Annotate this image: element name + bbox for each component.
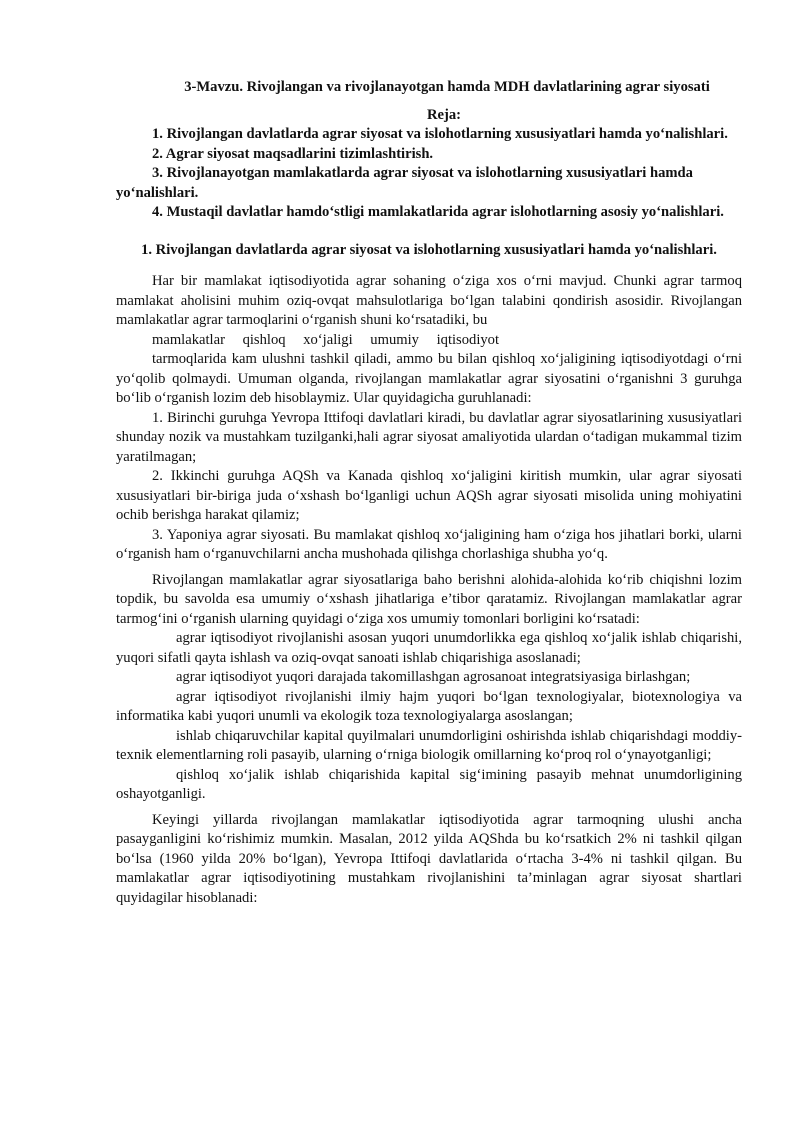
feature-item-4: ishlab chiqaruvchilar kapital quyilmalari unumdorligini oshirishda ishlab chiqarishdagi moddiy-texnik elementlarning roli pasayib, ularning o‘rniga biologik omillarning ko‘proq rol o‘ynayotganligi; (116, 727, 742, 763)
paragraph-common-features: Rivojlangan mamlakatlar agrar siyosatlariga baho berishni alohida-alohida ko‘rib chiqishni lozim topdik, bu savolda esa umumiy o‘xshash jihatlariga e’tibor qaratamiz. Rivojlangan mamlakatlar agrar tarmog‘ini o‘rganish ularning quyidagi o‘ziga xos umumiy tomonlari borligini ko‘rsatadi: (116, 571, 742, 627)
plan-item-4: 4. Mustaqil davlatlar hamdo‘stligi mamlakatlarida agrar islohotlarning asosiy yo‘nalishlari. (152, 204, 724, 220)
document-title: 3-Mavzu. Rivojlangan va rivojlanayotgan hamda MDH davlatlarining agrar siyosati (184, 79, 710, 95)
feature-item-1: agrar iqtisodiyot rivojlanishi asosan yuqori unumdorlikka ega qishloq xo‘jalik ishlab chiqarishi, yuqori sifatli qayta ishlash va oziq-ovqat sanoati ishlab chiqarishiga asoslanadi; (116, 630, 742, 666)
feature-item-3: agrar iqtisodiyot rivojlanishi ilmiy hajm yuqori bo‘lgan texnologiyalar, biotexnologiya va informatika kabi yuqori unumli va ekologik toza texnologiyalarga asoslangan; (116, 688, 742, 724)
document-page (116, 78, 742, 908)
list-item-group-3: 3. Yaponiya agrar siyosati. Bu mamlakat qishloq xo‘jaligining ham o‘ziga hos jihatlari borki, ularni o‘rganish ham o‘rganuvchilarni ancha mushohada qilishga chorlashiga shubha yo‘q. (116, 526, 742, 562)
paragraph-recent-years: Keyingi yillarda rivojlangan mamlakatlar iqtisodiyotida agrar tarmoqning ulushi ancha pasayganligini ko‘rishimiz mumkin. Masalan, 2012 yilda AQShda bu ko‘rsatkich 2% ni tashkil qilgan bo‘lsa (1960 yilda 20% bo‘lgan), Yevropa Ittifoqi davlatlarida o‘rtacha 3-4% ni tashkil qilgan. Bu mamlakatlar agrar iqtisodiyotining mustahkam rivojlanishini ta’minlagan agrar siyosat shartlari quyidagilar hisoblanadi: (116, 811, 742, 906)
list-item-group-1: 1. Birinchi guruhga Yevropa Ittifoqi davlatlari kiradi, bu davlatlar agrar siyosatlarining xususiyatlari shunday nozik va mustahkam tuzilganki,hali agrar siyosat amaliyotida ulardan o‘tadigan mukammal tizim yaratilmagan; (116, 409, 742, 465)
section-heading: 1. Rivojlangan davlatlarda agrar siyosat va islohotlarning xususiyatlari hamda yo‘nalishlari. (141, 241, 717, 258)
list-item-group-2: 2. Ikkinchi guruhga AQSh va Kanada qishloq xo‘jaligini kiritish mumkin, ular agrar siyosati xususiyatlari bir-biriga juda o‘xshash bo‘lganligi uchun AQSh agrar siyosati misolida uning mohiyatini ochib berishga harakat qilamiz; (116, 468, 742, 523)
paragraph-intro-continued: mamlakatlar qishloq xo‘jaligi umumiy iqtisodiyot (152, 331, 500, 348)
paragraph-groups-intro: tarmoqlarida kam ulushni tashkil qiladi, ammo bu bilan qishloq xo‘jaligining iqtisodiyotdagi o‘rni yo‘qolib qolmaydi. Umuman olganda, rivojlangan mamlakatlar agrar siyosatini o‘rganishni 3 guruhga bo‘lib o‘rganish lozim deb hisoblaymiz. Ular quyidagicha guruhlanadi: (116, 351, 742, 406)
plan-item-1: 1. Rivojlangan davlatlarda agrar siyosat va islohotlarning xususiyatlari hamda yo‘nalishlari. (152, 126, 728, 142)
feature-item-2: agrar iqtisodiyot yuqori darajada takomillashgan agrosanoat integratsiyasiga birlashgan; (176, 669, 691, 685)
plan-item-2: 2. Agrar siyosat maqsadlarini tizimlashtirish. (152, 145, 434, 162)
feature-item-5: qishloq xo‘jalik ishlab chiqarishida kapital sig‘imining pasayib mehnat unumdorligining oshayotganligi. (116, 766, 742, 802)
paragraph-intro: Har bir mamlakat iqtisodiyotida agrar sohaning o‘ziga xos o‘rni mavjud. Chunki agrar tarmoq mamlakat aholisini muhim oziq-ovqat mahsulotlariga bo‘lgan talabini qondirish asosidir. Rivojlangan mamlakatlar agrar tarmoqlarini o‘rganish shuni ko‘rsatadiki, bu (116, 273, 742, 328)
plan-heading: Reja: (426, 106, 462, 123)
plan-item-3: 3. Rivojlanayotgan mamlakatlarda agrar siyosat va islohotlarning xususiyatlari hamda yo‘nalishlari. (116, 165, 693, 201)
